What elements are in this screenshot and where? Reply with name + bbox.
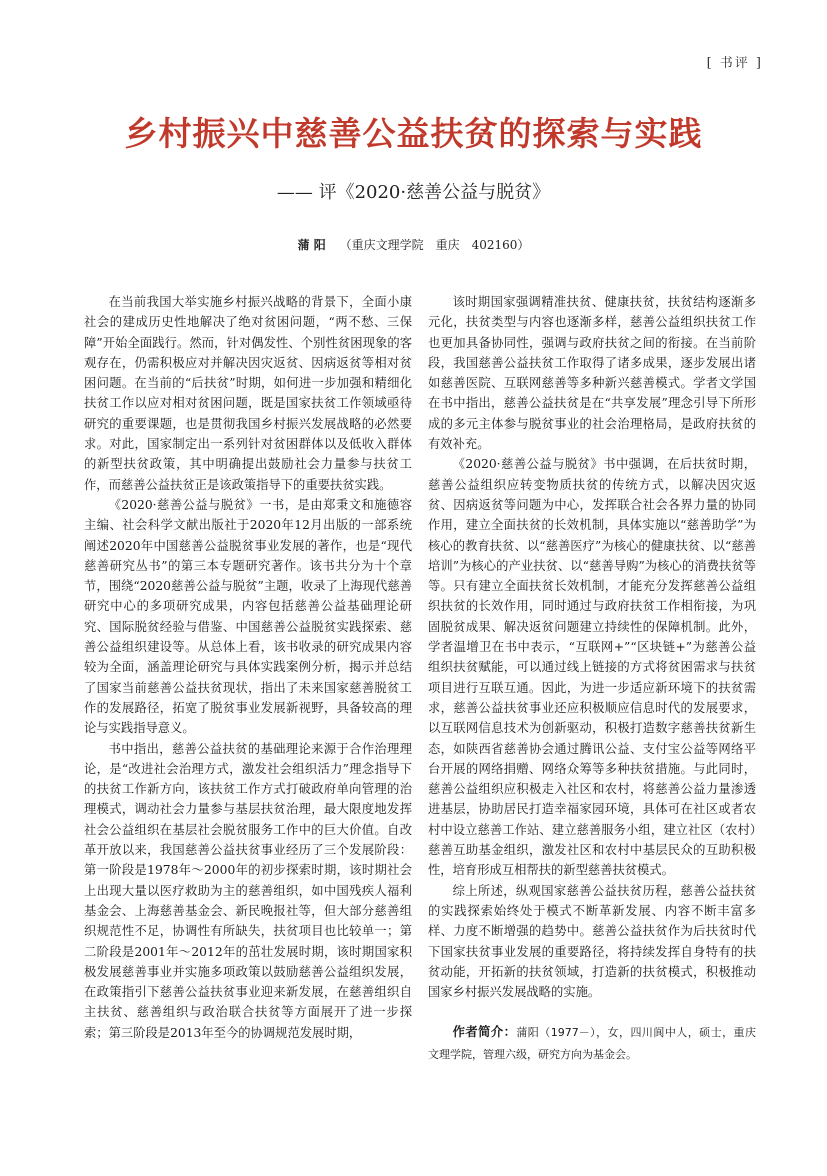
byline bbox=[0, 236, 827, 253]
author-bio-label: 作者简介： bbox=[452, 1025, 517, 1040]
right-column bbox=[428, 292, 756, 1065]
paragraph: 《2020·慈善公益与脱贫》书中强调，在后扶贫时期，慈善公益组织应转变物质扶贫的传统方式，以解决因灾返贫、因病返贫等问题为中心，发挥联合社会各界力量的协同作用，建立全面扶贫的长效机制，具体实施以“慈善助学”为核心的教育扶贫、以“慈善医疗”为核心的健康扶贫、以“慈善培训”为核心的产业扶贫、以“慈善导购”为核心的消费扶贫等等。只有建立全面扶贫长效机制，才能充分发挥慈善公益组织扶贫的长效作用，同时通过与政府扶贫工作相衔接，为巩固脱贫成果、解决返贫问题建立持续性的保障机制。此外，学者温增卫在书中表示，“互联网+”“区块链+”为慈善公益组织扶贫赋能，可以通过线上链接的方式将贫困需求与扶贫项目进行互联互通。因此，为进一步适应新环境下的扶贫需求，慈善公益扶贫事业还应积极顺应信息时代的发展要求，以互联网信息技术为创新驱动，积极打造数字慈善扶贫新生态，如陕西省慈善协会通过腾讯公益、支付宝公益等网络平台开展的网络捐赠、网络众筹等多种扶贫措施。与此同时，慈善公益组织应积极走入社区和农村，将慈善公益力量渗透进基层，协助居民打造幸福家园环境，具体可在社区或者农村中设立慈善工作站、建立慈善服务小组，建立社区（农村）慈善互助基金组织，激发社区和农村中基层民众的互助积极性，培育形成互相帮扶的新型慈善扶贫模式。 bbox=[428, 457, 756, 878]
article-title: 乡村振兴中慈善公益扶贫的探索与实践 bbox=[124, 114, 703, 153]
paragraph: 书中指出，慈善公益扶贫的基础理论来源于合作治理理论，是“改进社会治理方式，激发社会组织活力”理念指导下的扶贫工作新方向，该扶贫工作方式打破政府单向管理的治理模式，调动社会力量参与基层扶贫治理，最大限度地发挥社会公益组织在基层社会脱贫服务工作中的巨大价值。自改革开放以来，我国慈善公益扶贫事业经历了三个发展阶段：第一阶段是1978年～2000年的初步探索时期，该时期社会上出现大量以医疗救助为主的慈善组织，如中国残疾人福利基金会、上海慈善基金会、新民晚报社等，但大部分慈善组织规范性不足，协调性有所缺失，扶贫项目也比较单一；第二阶段是2001年～2012年的茁壮发展时期，该时期国家积极发展慈善事业并实施多项政策以鼓励慈善公益组织发展，在政策指引下慈善公益扶贫事业迎来新发展，在慈善组织自主扶贫、慈善组织与政治联合扶贫等方面展开了进一步探索；第三阶段是2013年至今的协调规范发展时期， bbox=[84, 741, 412, 1040]
author-bio bbox=[428, 1022, 756, 1065]
paragraph: 综上所述，纵观国家慈善公益扶贫历程，慈善公益扶贫的实践探索始终处于模式不断革新发展、内容不断丰富多样、力度不断增强的趋势中。慈善公益扶贫作为后扶贫时代下国家扶贫事业发展的重要路径，将持续发挥自身特有的扶贫动能，开拓新的扶贫领域，打造新的扶贫模式，积极推动国家乡村振兴发展战略的实施。 bbox=[428, 883, 756, 1000]
paragraph: 该时期国家强调精准扶贫、健康扶贫，扶贫结构逐渐多元化，扶贫类型与内容也逐渐多样，慈善公益组织扶贫工作也更加具备协同性，强调与政府扶贫之间的衔接。在当前阶段，我国慈善公益扶贫工作取得了诸多成果，逐步发展出诸如慈善医院、互联网慈善等多种新兴慈善模式。学者文学国在书中指出，慈善公益扶贫是在“共享发展”理念引导下所形成的多元主体参与脱贫事业的社会治理格局，是政府扶贫的有效补充。 bbox=[428, 295, 756, 452]
paragraph: 《2020·慈善公益与脱贫》一书，是由郑秉文和施德容主编、社会科学文献出版社于2020年12月出版的一部系统阐述2020年中国慈善公益脱贫事业发展的著作，也是“现代慈善研究丛书”的第三本专题研究著作。该书共分为十个章节，围绕“2020慈善公益与脱贫”主题，收录了上海现代慈善研究中心的多项研究成果，内容包括慈善公益基础理论研究、国际脱贫经验与借鉴、中国慈善公益脱贫实践探索、慈善公益组织建设等。从总体上看，该书收录的研究成果内容较为全面，涵盖理论研究与具体实践案例分析，揭示并总结了国家当前慈善公益扶贫现状，指出了未来国家慈善脱贫工作的发展路径，拓宽了脱贫事业发展新视野，具备较高的理论与实践指导意义。 bbox=[84, 497, 412, 736]
paragraph: 在当前我国大举实施乡村振兴战略的背景下，全面小康社会的建成历史性地解决了绝对贫困问题，“两不愁、三保障”开始全面践行。然而，针对偶发性、个别性贫困现象的客观存在，仍需积极应对并解决因灾返贫、因病返贫等相对贫困问题。在当前的“后扶贫”时期，如何进一步加强和精细化扶贫工作以应对相对贫困问题，既是国家扶贫工作领域亟待研究的重要课题，也是贯彻我国乡村振兴发展战略的必然要求。对此，国家制定出一系列针对贫困群体以及低收入群体的新型扶贫政策，其中明确提出鼓励社会力量参与扶贫工作，而慈善公益扶贫正是该政策指导下的重要扶贫实践。 bbox=[84, 295, 412, 492]
author-bio-text: 蒲阳（1977－），女，四川阆中人，硕士，重庆文理学院，管理六级，研究方向为基金会。 bbox=[428, 1026, 756, 1061]
left-column bbox=[84, 292, 412, 1043]
section-tag: [ 书评 ] bbox=[706, 56, 763, 71]
article-subtitle: —— 评《2020·慈善公益与脱贫》 bbox=[276, 182, 551, 203]
author-affiliation: （重庆文理学院 重庆 402160） bbox=[339, 238, 530, 252]
author-name: 蒲 阳 bbox=[297, 238, 326, 252]
